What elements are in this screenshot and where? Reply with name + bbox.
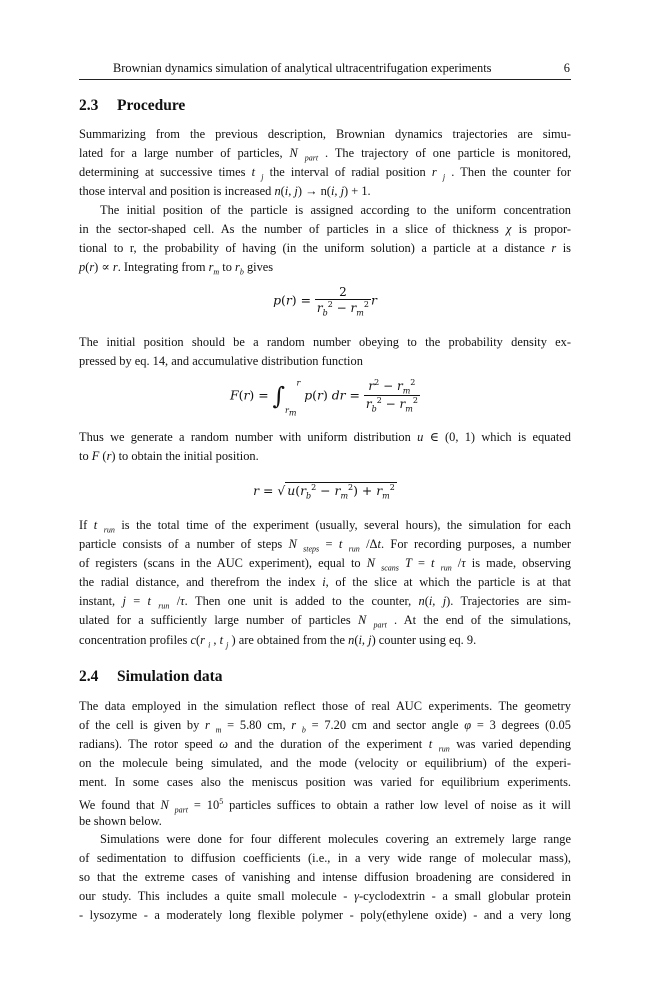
text-line: our study. This includes a quite small molecule - γ-cyclodextrin - a small globular protein [79, 889, 572, 904]
text-line: particle consists of a number of steps N $_{steps}$ = t $_{run}$ /Δt. For recording purposes, a number [79, 537, 571, 554]
text-line: The initial position should be a random number obeying to the probability density ex- [79, 335, 571, 349]
paragraph-procedure-3 [79, 333, 571, 371]
page-number: 6 [563, 61, 570, 75]
section-title: Simulation data [117, 668, 223, 685]
text-line: - lysozyme - a moderately long flexible polymer - poly(ethylene oxide) - and a very long [79, 908, 571, 923]
paragraph-procedure-4 [79, 428, 571, 466]
text-line: those interval and position is increased n(i, j) → n(i, j) + 1. [79, 184, 371, 199]
text-line: be shown below. [79, 813, 162, 828]
text-line: We found that N $_{part} = 10^5$ particles suffices to obtain a rather low level of noise as it will [79, 797, 571, 816]
section-number: 2.4 [79, 668, 99, 685]
text-line: Thus we generate a random number with uniform distribution u ∈ (0, 1) which is equated [79, 430, 571, 444]
running-header [79, 61, 571, 80]
text-line: radians). The rotor speed ω and the duration of the experiment t $_{run}$ was varied depending [79, 737, 571, 754]
section-title: Procedure [117, 97, 186, 114]
section-heading-2-3 [79, 97, 185, 115]
text-line: The initial position of the particle is assigned according to the uniform concentration [100, 203, 571, 217]
text-line: on the molecule being simulated, and the mode (velocity or equilibrium) of the experi- [79, 756, 571, 771]
running-title: Brownian dynamics simulation of analytical ultracentrifugation experiments [113, 61, 492, 75]
text-line: Simulations were done for four different molecules covering an extremely large range [100, 832, 571, 846]
text-line: in the sector-shaped cell. As the number of particles in a slice of thickness χ is propor- [79, 222, 572, 237]
equation-p-of-r: p(r) = $\frac{2}{r_b^2 - r_m^2}$ r [273, 285, 377, 318]
section-heading-2-4 [79, 668, 223, 686]
paragraph-simdata-2 [79, 830, 571, 925]
text-line: pressed by eq. 14, and accumulative distribution function [79, 354, 363, 369]
text-line: tional to r, the probability of having (in the uniform solution) a particle at a distance r is [79, 241, 571, 256]
text-line: the radial distance, and therefrom the index i, of the slice at which the particle is at that [79, 575, 571, 590]
text-line: concentration profiles c(r $_i$ , t $_j$ ) are obtained from the n(i, j) counter using eq. 9. [79, 632, 477, 650]
section-number: 2.3 [79, 97, 99, 114]
paragraph-procedure-2 [79, 201, 571, 277]
text-line: p(r) ∝ r. Integrating from $r_m$ to $r_b$ gives [79, 260, 274, 277]
text-line: so that the extreme cases of vanishing and intense diffusion broadening are considered in [79, 870, 571, 885]
equation-cdf: $F(r) = \int_{r_m}^r$ p(r) dr = $\frac{r^2 - r_m^2}{r_b^2 - r_m^2}$ [230, 378, 418, 418]
text-line: Summarizing from the previous description, Brownian dynamics trajectories are simu- [79, 127, 571, 141]
paragraph-procedure-1 [79, 125, 571, 201]
equation-initial-position: r = √ $u(r_b^2 - r_m^2) + r_m^2$ [253, 483, 395, 501]
text-line: lated for a large number of particles, N $_{part}$ . The trajectory of one particle is monitored, [79, 146, 571, 163]
text-line: The data employed in the simulation reflect those of real AUC experiments. The geometry [79, 699, 571, 713]
text-line: ment. In some cases also the meniscus position was varied for equilibrium experiments. [79, 775, 571, 790]
text-line: instant, j = t $_{run}$ /τ. Then one unit is added to the counter, n(i, j). Trajectories are sim- [79, 594, 571, 611]
text-line: of sedimentation to diffusion coefficients (i.e., in a very wide range of molecular mass), [79, 851, 571, 866]
text-line: to F (r) to obtain the initial position. [79, 449, 259, 464]
paragraph-simdata-1 [79, 697, 571, 831]
text-line: If t $_{run}$ is the total time of the experiment (usually, several hours), the simulation for each [79, 518, 571, 535]
text-line: determining at successive times t $_j$ the interval of radial position r $_j$ . Then the counter for [79, 165, 571, 182]
paragraph-procedure-5 [79, 516, 571, 650]
text-line: ulated for a sufficiently large number of particles N $_{part}$ . At the end of the simulations, [79, 613, 571, 630]
text-line: of registers (scans in the AUC experiment), equal to N $_{scans}$ T = t $_{run}$ /τ is made, observing [79, 556, 571, 573]
text-line: of the cell is given by r $_m$ = 5.80 cm, r $_b$ = 7.20 cm and sector angle φ = 3 degrees (0.05 [79, 718, 571, 735]
